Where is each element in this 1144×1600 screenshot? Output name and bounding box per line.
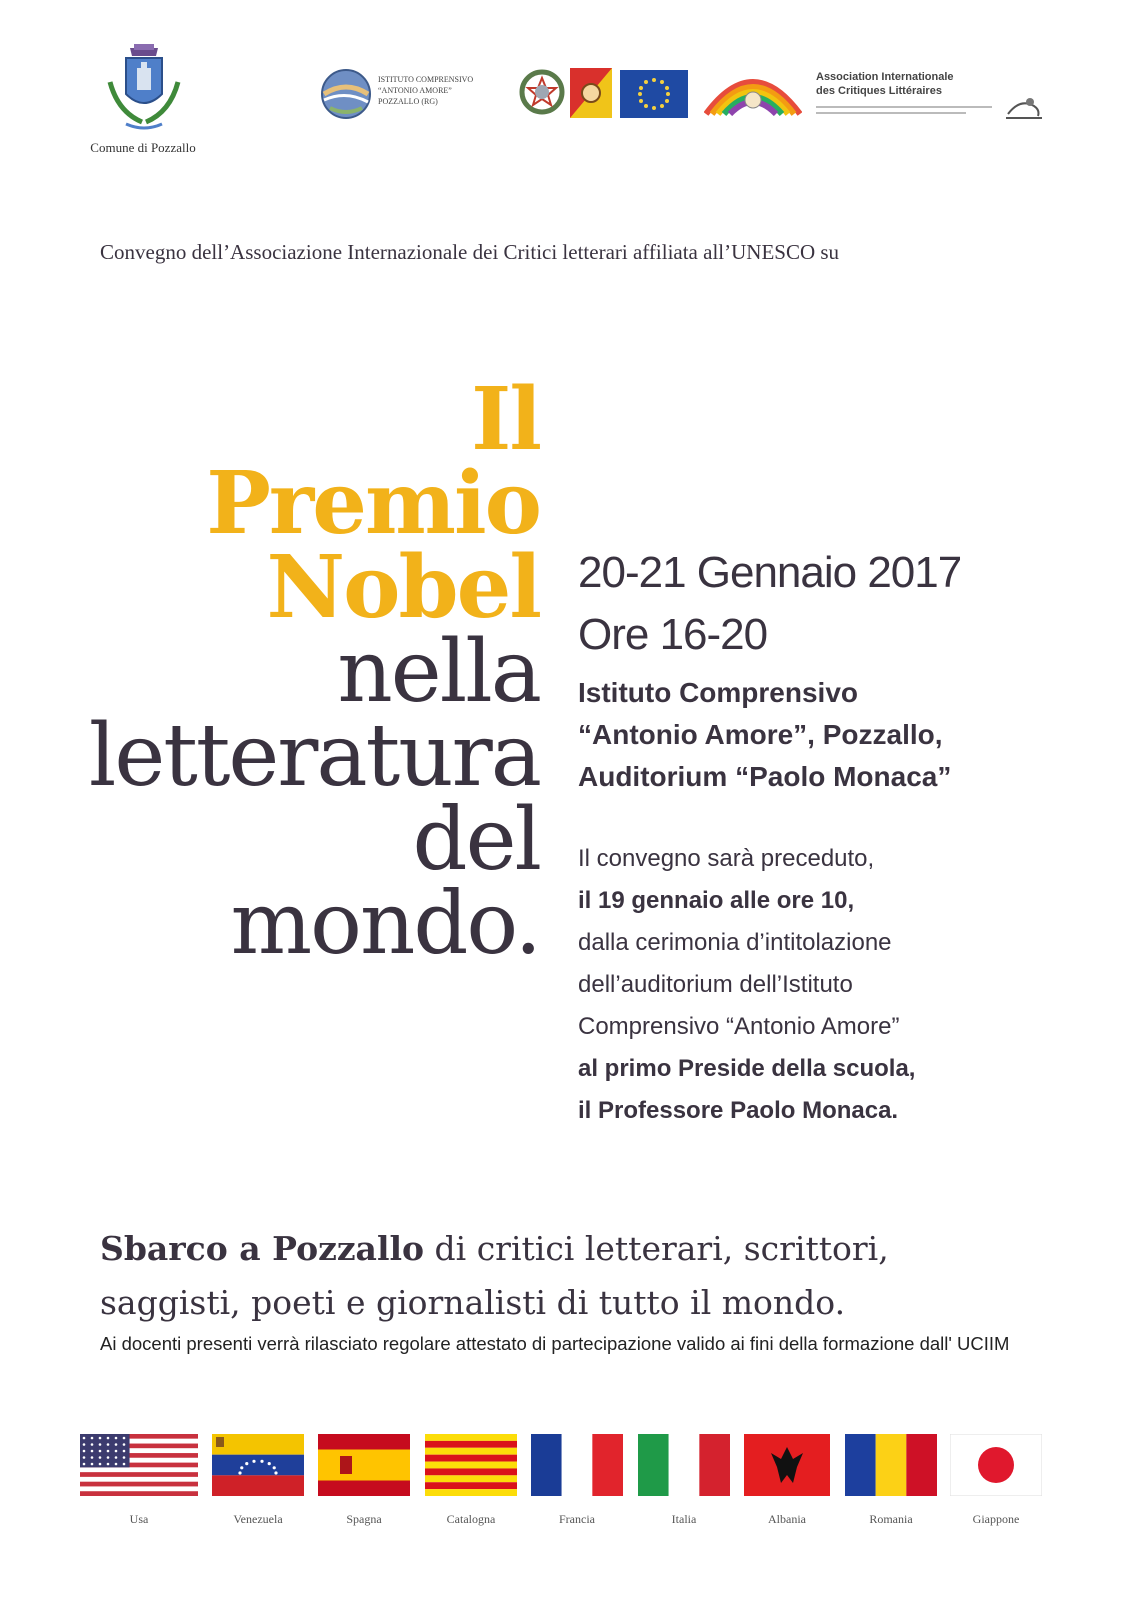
note-line-1: Il convegno sarà preceduto, [578,845,875,872]
italian-republic-emblem [518,68,566,118]
note-line-4: dell’auditorium dell’Istituto [578,971,853,998]
note-line-5: Comprensivo “Antonio Amore” [578,1013,900,1040]
eu-flag [620,70,688,118]
flag-label: Albania [768,1512,806,1526]
comune-crest-logo [106,42,182,134]
flag-catalonia [425,1434,517,1527]
flag-japan [950,1434,1042,1527]
title-line-nobel: Nobel [266,537,540,638]
usa-flag-icon [80,1434,198,1496]
docenti-notice: Ai docenti presenti verrà rilasciato regolare attestato di partecipazione valido ai fini della formazione dall' UCIIM [100,1333,1010,1354]
istituto-globe-logo [320,68,372,120]
aicl-fine-print [816,104,996,118]
flag-label: Giappone [972,1512,1020,1526]
france-flag-icon [531,1434,623,1496]
title-line-nella: nella [337,622,540,722]
sbarco-line-2: saggisti, poeti e giornalisti di tutto il mondo. [100,1283,846,1322]
title-line-premio: Premio [206,453,540,554]
flag-romania [845,1434,937,1527]
flag-italy [638,1434,730,1527]
event-notes [578,838,1058,1132]
romania-flag-icon [845,1434,937,1496]
flag-label: Italia [671,1512,697,1526]
istituto-line-2: “ANTONIO AMORE” [378,86,452,95]
event-details [578,542,1058,1132]
flag-venezuela [212,1434,304,1527]
flag-albania [744,1434,830,1527]
flags-row [80,1434,1050,1544]
italy-flag-icon [638,1434,730,1496]
istituto-line-3: POZZALLO (RG) [378,97,438,106]
note-line-2: il 19 gennaio alle ore 10, [578,887,855,914]
sbarco-line-1 [100,1222,1060,1276]
istituto-line-1: ISTITUTO COMPRENSIVO [378,75,474,84]
title-line-il: Il [471,369,540,470]
sbarco-rest: di critici letterari, scrittori, [424,1229,889,1268]
spain-flag-icon [318,1434,410,1496]
event-venue [578,672,1058,798]
aicl-line-1: Association Internationale [816,71,954,83]
albania-flag-icon [744,1434,830,1496]
flag-france [531,1434,623,1527]
aicl-mark-icon [1004,92,1044,122]
comune-label: Comune di Pozzallo [90,140,196,155]
note-line-7: il Professore Paolo Monaca. [578,1097,899,1124]
aicl-name [816,70,1016,98]
flag-label: Usa [129,1512,149,1526]
sbarco-statement [100,1222,1060,1330]
sicily-region-logo [570,68,612,118]
catalonia-flag-icon [425,1434,517,1496]
note-line-3: dalla cerimonia d’intitolazione [578,929,892,956]
note-line-6: al primo Preside della scuola, [578,1055,916,1082]
event-dates: 20-21 Gennaio 2017 [578,548,962,597]
convegno-subtitle: Convegno dell’Associazione Internazionale dei Critici letterari affiliata all’UNESCO su [100,240,840,264]
rainbow-logo [704,70,802,116]
venue-line-1: Istituto Comprensivo [578,677,859,708]
main-title [60,369,540,974]
flag-label: Catalogna [446,1512,496,1526]
japan-flag-icon [950,1434,1042,1496]
event-hours: Ore 16-20 [578,610,768,659]
title-line-mondo: mondo. [230,874,540,974]
sbarco-bold: Sbarco a Pozzallo [100,1229,425,1268]
venezuela-flag-icon [212,1434,304,1496]
venue-line-3: Auditorium “Paolo Monaca” [578,761,952,792]
flag-spain [318,1434,410,1527]
flag-usa [80,1434,198,1527]
title-line-letteratura: letteratura [88,706,540,806]
aicl-line-2: des Critiques Littéraires [816,85,942,97]
venue-line-2: “Antonio Amore”, Pozzallo, [578,719,943,750]
flag-label: Francia [559,1512,595,1526]
flag-label: Venezuela [233,1512,283,1526]
flag-label: Spagna [346,1512,382,1526]
istituto-logo-text [378,74,518,107]
title-line-del: del [412,790,540,890]
flag-label: Romania [869,1512,913,1526]
